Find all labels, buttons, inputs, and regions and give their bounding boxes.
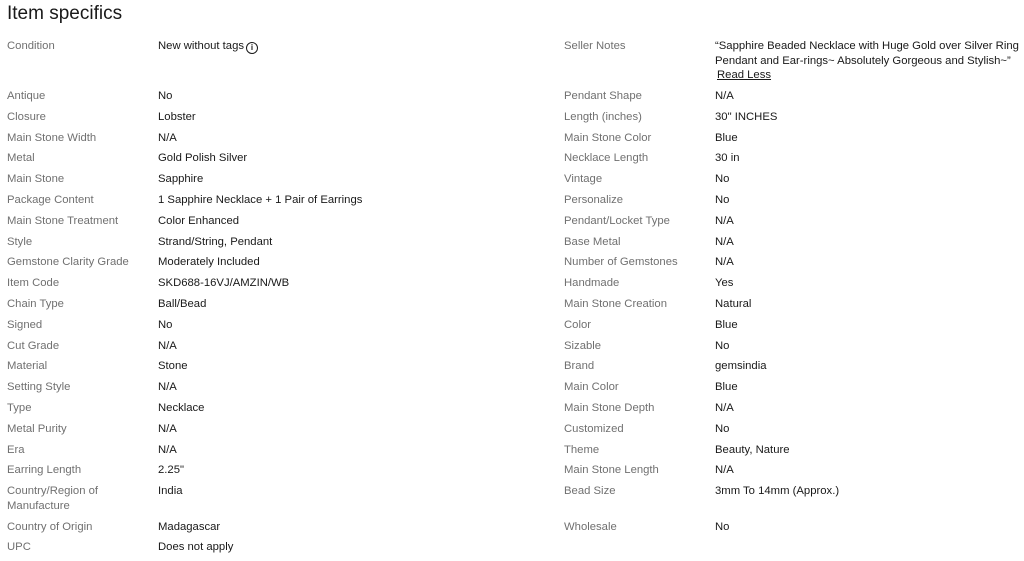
spec-value: Madagascar bbox=[158, 520, 221, 533]
spec-label: Metal bbox=[7, 152, 35, 165]
spec-value: India bbox=[158, 485, 183, 498]
spec-value: Necklace bbox=[158, 402, 205, 414]
spec-label: Main Stone Width bbox=[7, 131, 97, 144]
spec-value: No bbox=[158, 318, 173, 331]
spec-label: Main Stone Length bbox=[564, 464, 659, 477]
spec-label: Main Stone Treatment bbox=[7, 214, 119, 227]
spec-label: Pendant Shape bbox=[564, 90, 642, 102]
spec-label: Country of Origin bbox=[7, 520, 93, 533]
spec-label: Package Content bbox=[7, 194, 94, 206]
spec-label: Main Stone Creation bbox=[564, 298, 667, 310]
spec-label: Era bbox=[7, 443, 25, 456]
condition-label: Condition bbox=[7, 40, 55, 52]
spec-label: Customized bbox=[564, 422, 624, 435]
spec-label: Wholesale bbox=[564, 520, 617, 533]
spec-value: Blue bbox=[715, 318, 738, 331]
spec-label: Main Stone Color bbox=[564, 131, 652, 144]
read-less-link[interactable]: Read Less bbox=[717, 69, 772, 81]
spec-value: Lobster bbox=[158, 110, 196, 123]
condition-value: New without tags bbox=[158, 40, 245, 52]
spec-value: No bbox=[715, 173, 730, 186]
spec-label: Main Color bbox=[564, 381, 619, 394]
spec-value: N/A bbox=[715, 235, 734, 248]
spec-value: Moderately Included bbox=[158, 256, 260, 269]
spec-label: Signed bbox=[7, 318, 43, 331]
spec-label: Pendant/Locket Type bbox=[564, 214, 670, 227]
spec-label: Theme bbox=[564, 443, 600, 456]
spec-label: Handmade bbox=[564, 277, 620, 290]
spec-value: Blue bbox=[715, 131, 738, 144]
spec-label: Sizable bbox=[564, 339, 602, 352]
spec-value: N/A bbox=[715, 214, 734, 227]
spec-value: Stone bbox=[158, 360, 188, 373]
spec-value: N/A bbox=[715, 256, 734, 269]
spec-value: N/A bbox=[158, 131, 177, 144]
spec-value: N/A bbox=[158, 443, 177, 456]
spec-label: Number of Gemstones bbox=[564, 256, 678, 269]
spec-label: Necklace Length bbox=[564, 152, 649, 165]
seller-notes-label: Seller Notes bbox=[564, 40, 626, 52]
spec-label: Type bbox=[7, 402, 32, 414]
spec-label: Color bbox=[564, 318, 591, 331]
spec-label: Brand bbox=[564, 360, 595, 373]
spec-value: No bbox=[715, 422, 730, 435]
spec-value: Sapphire bbox=[158, 173, 204, 186]
spec-value: 30" INCHES bbox=[715, 110, 778, 123]
seller-notes-value: “Sapphire Beaded Necklace with Huge Gold over Silver Ring Pendant and Ear-rings~ Absolutely Gorgeous and Stylish~” bbox=[715, 40, 1019, 67]
spec-value: SKD688-16VJ/AMZIN/WB bbox=[158, 277, 290, 290]
spec-label: Main Stone bbox=[7, 173, 65, 186]
spec-value: N/A bbox=[158, 422, 177, 435]
spec-label: Vintage bbox=[564, 173, 603, 186]
spec-value: Color Enhanced bbox=[158, 214, 240, 227]
spec-value: N/A bbox=[158, 381, 177, 394]
section-title: Item specifics bbox=[7, 3, 123, 24]
spec-label: Chain Type bbox=[7, 298, 64, 310]
seller-notes-value-wrap bbox=[715, 39, 1020, 83]
condition-value-wrap bbox=[158, 39, 538, 54]
spec-value: No bbox=[715, 339, 730, 352]
spec-value: No bbox=[715, 520, 730, 533]
spec-label: Material bbox=[7, 360, 48, 373]
spec-label: Length (inches) bbox=[564, 110, 642, 123]
spec-value: N/A bbox=[715, 464, 734, 477]
spec-label: UPC bbox=[7, 541, 31, 554]
spec-value: gemsindia bbox=[715, 360, 767, 373]
spec-label: Personalize bbox=[564, 194, 624, 206]
spec-value: No bbox=[715, 194, 730, 206]
spec-value: 1 Sapphire Necklace + 1 Pair of Earrings bbox=[158, 194, 363, 206]
spec-value: Ball/Bead bbox=[158, 298, 207, 310]
spec-value: Beauty, Nature bbox=[715, 443, 790, 456]
spec-label: Main Stone Depth bbox=[564, 402, 655, 414]
spec-value: 30 in bbox=[715, 152, 740, 165]
spec-value: N/A bbox=[158, 339, 177, 352]
spec-value: Does not apply bbox=[158, 541, 234, 554]
spec-value: Yes bbox=[715, 277, 734, 290]
spec-value: Strand/String, Pendant bbox=[158, 235, 273, 248]
spec-label: Cut Grade bbox=[7, 339, 60, 352]
spec-label: Closure bbox=[7, 110, 46, 123]
spec-value: N/A bbox=[715, 402, 734, 414]
spec-label: Country/Region of Manufacture bbox=[7, 485, 99, 512]
spec-value: 3mm To 14mm (Approx.) bbox=[715, 485, 840, 498]
spec-label: Gemstone Clarity Grade bbox=[7, 256, 129, 269]
spec-value: 2.25" bbox=[158, 464, 184, 477]
spec-label: Earring Length bbox=[7, 464, 82, 477]
spec-label: Base Metal bbox=[564, 235, 621, 248]
spec-label: Item Code bbox=[7, 277, 60, 290]
spec-label: Bead Size bbox=[564, 485, 616, 498]
spec-label: Style bbox=[7, 235, 33, 248]
spec-label: Metal Purity bbox=[7, 422, 67, 435]
spec-label: Setting Style bbox=[7, 381, 71, 394]
spec-value: Gold Polish Silver bbox=[158, 152, 248, 165]
spec-value: N/A bbox=[715, 90, 734, 102]
spec-value: Blue bbox=[715, 381, 738, 394]
info-icon[interactable]: i bbox=[246, 42, 258, 54]
spec-label: Antique bbox=[7, 90, 46, 102]
spec-value: No bbox=[158, 90, 173, 102]
spec-value: Natural bbox=[715, 298, 752, 310]
